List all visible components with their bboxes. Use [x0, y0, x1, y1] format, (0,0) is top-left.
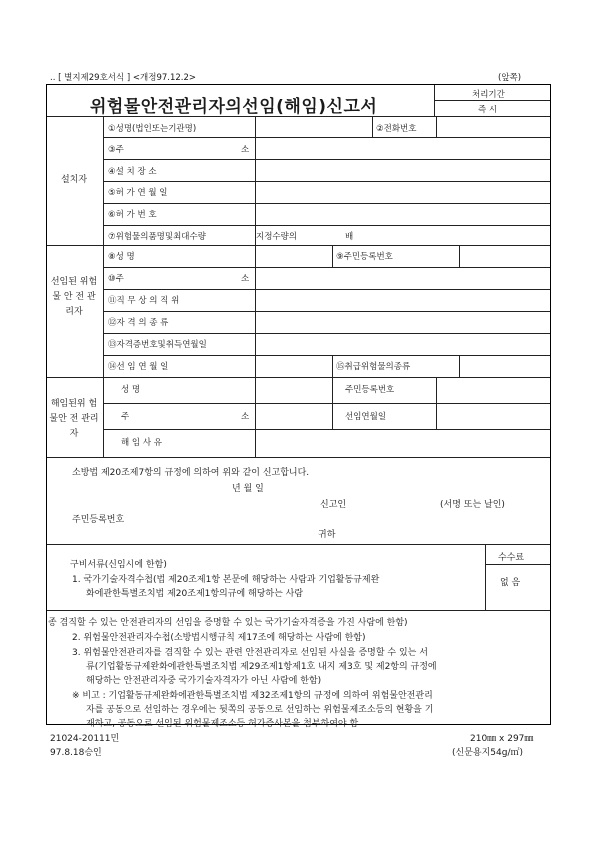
permit-number-field[interactable] — [256, 204, 549, 225]
installer-address-label-end: 소 — [241, 145, 250, 155]
note-line-6: ※ 비고 : 기업활동규제완화에관한특별조치법 제32조제1항의 규정에 의하여 위험물안전관리 — [72, 691, 433, 701]
declarant-label: 신고인 — [320, 500, 347, 510]
addressee-label: 귀하 — [318, 530, 336, 540]
dismissed-address-field[interactable] — [256, 404, 332, 428]
paper-size: 210㎜ x 297㎜ — [470, 734, 534, 744]
installer-name-label: ①성명(법인또는기관명) — [108, 124, 197, 134]
note-line-1: 종 겸직할 수 있는 안전관리자의 선임을 증명할 수 있는 국가기술자격증을 가진 사람에 한함) — [48, 618, 408, 628]
form-code: 21024-20111민 — [50, 734, 120, 744]
appointed-address-label: ⑩주 — [108, 274, 124, 284]
dismissed-appoint-date-field[interactable] — [437, 404, 549, 428]
note-line-2: 2. 위험물안전관리자수첩(소방법시행규칙 제17조에 해당하는 사람에 한함) — [72, 633, 366, 643]
dismissed-id-label: 주민등록번호 — [345, 385, 395, 395]
signature-label: (서명 또는 날인) — [440, 500, 505, 510]
qualification-type-label: ⑫자 격 의 종 류 — [108, 318, 169, 328]
dismissed-name-label: 성 명 — [121, 385, 141, 395]
fee-label: 수수료 — [498, 553, 525, 563]
dismissed-name-field[interactable] — [256, 378, 332, 402]
designated-quantity-label: 지정수량의 — [256, 232, 298, 242]
required-document-1b: 화에관한특별조치법 제20조제1항의규에 해당하는 사람 — [86, 589, 304, 599]
installation-site-label: ④설 치 장 소 — [108, 167, 157, 177]
dismissal-reason-field[interactable] — [256, 430, 549, 456]
times-label: 배 — [345, 232, 354, 242]
handling-material-field[interactable] — [460, 356, 549, 376]
installer-phone-field[interactable] — [437, 117, 549, 136]
page-side-label: (앞쪽) — [498, 73, 522, 83]
permit-number-label: ⑥허 가 번 호 — [108, 210, 157, 220]
dismissal-reason-label: 해 임 사 유 — [121, 438, 162, 448]
appointment-date-field[interactable] — [256, 356, 332, 376]
declarant-id-label: 주민등록번호 — [72, 515, 125, 525]
dismissed-address-label-end: 소 — [241, 412, 250, 422]
dismissed-group-label: 해임된위 험물안 전 관리자 — [49, 399, 99, 439]
dismissed-id-field[interactable] — [437, 378, 549, 402]
paper-type: (신문용지54g/㎡) — [452, 748, 523, 758]
installer-group-label: 설치자 — [60, 175, 88, 185]
form-reference: .. [ 별지제29호서식 ] <개정97.12.2> — [50, 73, 197, 83]
installer-phone-label: ②전화번호 — [376, 124, 417, 134]
dismissed-address-label: 주 — [121, 412, 130, 422]
job-position-label: ⑪직 무 상 의 직 위 — [108, 296, 180, 306]
note-line-5: 해당하는 안전관리자중 국가기술자격자가 아닌 사람에 한함) — [86, 676, 322, 686]
dismissed-appoint-date-label: 선임연월일 — [345, 412, 387, 422]
required-document-1a: 1. 국가기술자격수첩(법 제20조제1항 본문에 해당하는 사람과 기업활동규제완 — [72, 575, 380, 585]
note-line-4: 류(기업활동규제완화에관한특별조치법 제29조제1항제1호 내지 제3호 및 제2항의 규정에 — [86, 662, 437, 672]
processing-period-label: 처리기간 — [472, 90, 505, 100]
approval-date: 97.8.18승인 — [50, 748, 102, 758]
installer-address-field[interactable] — [256, 138, 549, 159]
installation-site-field[interactable] — [256, 160, 549, 181]
appointed-id-field[interactable] — [460, 246, 549, 266]
job-position-field[interactable] — [256, 290, 549, 310]
form-title: 위험물안전관리자의선임(해임)신고서 — [90, 97, 378, 117]
fee-value: 없 음 — [500, 578, 521, 588]
appointed-name-label: ⑧성 명 — [108, 252, 135, 262]
certificate-number-label: ⑬자격증번호및취득연월일 — [108, 340, 207, 350]
permit-date-field[interactable] — [256, 182, 549, 203]
appointed-group-label: 선임된 위험물 안 전 관리자 — [50, 277, 98, 317]
declaration-text: 소방법 제20조제7항의 규정에 의하여 위와 같이 신고합니다. — [72, 468, 310, 478]
declaration-date: 년 월 일 — [232, 484, 264, 494]
appointed-address-field[interactable] — [256, 268, 549, 288]
note-line-8: 재하고, 공동으로 선임된 위험물제조소등 허가증사본을 첨부하여야 함 — [86, 719, 359, 729]
permit-date-label: ⑤허 가 연 월 일 — [108, 188, 168, 198]
processing-period-value: 즉 시 — [478, 105, 498, 115]
certificate-number-field[interactable] — [256, 334, 549, 354]
installer-address-label: ③주 — [108, 145, 124, 155]
appointed-address-label-end: 소 — [241, 274, 250, 284]
installer-name-field[interactable] — [256, 117, 372, 136]
note-line-3: 3. 위험물안전관리자를 겸직할 수 있는 관련 안전관리자로 선임된 사실을 증명할 수 있는 서 — [72, 648, 428, 658]
appointed-name-field[interactable] — [256, 246, 332, 266]
handling-material-label: ⑮취급위험물의종류 — [336, 362, 411, 372]
appointment-date-label: ⑭선 임 연 월 일 — [108, 362, 169, 372]
note-line-7: 자를 공동으로 선임하는 경우에는 뒷쪽의 공동으로 선임하는 위험물제조소등의 현황을 기 — [86, 705, 434, 715]
required-documents-title: 구비서류(신임시에 한함) — [70, 560, 167, 570]
qualification-type-field[interactable] — [256, 312, 549, 332]
appointed-id-label: ⑨주민등록번호 — [336, 252, 393, 262]
hazardous-material-label: ⑦위험물의품명및최대수량 — [108, 232, 206, 242]
